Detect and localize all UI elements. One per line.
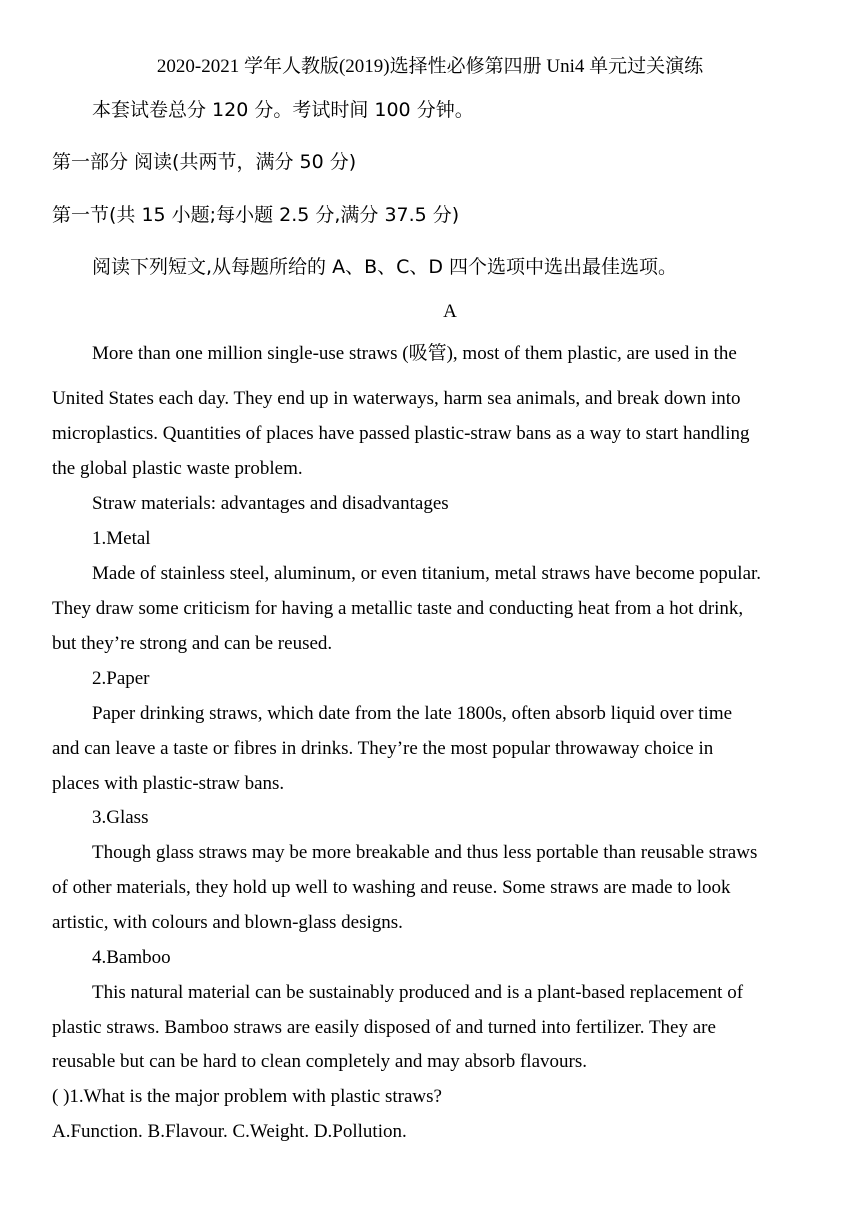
reading-instruction: 阅读下列短文,从每题所给的 A、B、C、D 四个选项中选出最佳选项。	[92, 256, 678, 278]
part-heading: 第一部分 阅读(共两节，满分 50 分)	[52, 151, 357, 173]
item-glass-line-1: Though glass straws may be more breakable and thus less portable than reusable straws	[92, 842, 758, 863]
item-bamboo-label: 4.Bamboo	[92, 947, 171, 968]
item-paper-label: 2.Paper	[92, 668, 150, 689]
item-paper-line-2: and can leave a taste or fibres in drinks. They’re the most popular throwaway choice in	[52, 738, 714, 759]
item-bamboo-line-2: plastic straws. Bamboo straws are easily disposed of and turned into fertilizer. They are	[52, 1017, 716, 1038]
item-metal-line-3: but they’re strong and can be reused.	[52, 633, 333, 654]
passage-label: A	[443, 301, 457, 322]
item-bamboo-line-3: reusable but can be hard to clean completely and may absorb flavours.	[52, 1051, 587, 1072]
document-title: 2020-2021 学年人教版(2019)选择性必修第四册 Uni4 单元过关演练	[156, 56, 704, 77]
question-1: ( )1.What is the major problem with plastic straws?	[52, 1086, 442, 1107]
section-heading: 第一节(共 15 小题;每小题 2.5 分,满分 37.5 分)	[52, 204, 460, 226]
paragraph-1-line-3: microplastics. Quantities of places have passed plastic-straw bans as a way to start handling	[52, 423, 750, 444]
materials-subheading: Straw materials: advantages and disadvantages	[92, 493, 449, 514]
item-bamboo-line-1: This natural material can be sustainably produced and is a plant-based replacement of	[92, 982, 744, 1003]
item-metal-line-1: Made of stainless steel, aluminum, or even titanium, metal straws have become popular.	[92, 563, 762, 584]
exam-intro: 本套试卷总分 120 分。考试时间 100 分钟。	[92, 99, 474, 121]
item-metal-label: 1.Metal	[92, 528, 151, 549]
item-glass-label: 3.Glass	[92, 807, 149, 828]
item-paper-line-3: places with plastic-straw bans.	[52, 773, 285, 794]
item-glass-line-2: of other materials, they hold up well to washing and reuse. Some straws are made to look	[52, 877, 731, 898]
item-metal-line-2: They draw some criticism for having a metallic taste and conducting heat from a hot drink,	[52, 598, 744, 619]
paragraph-1-line-2: United States each day. They end up in waterways, harm sea animals, and break down into	[52, 388, 741, 409]
item-glass-line-3: artistic, with colours and blown-glass designs.	[52, 912, 403, 933]
item-paper-line-1: Paper drinking straws, which date from the late 1800s, often absorb liquid over time	[92, 703, 733, 724]
paragraph-1-line-1: More than one million single-use straws (吸管), most of them plastic, are used in the	[92, 343, 737, 364]
paragraph-1-line-4: the global plastic waste problem.	[52, 458, 303, 479]
question-1-options: A.Function. B.Flavour. C.Weight. D.Pollution.	[52, 1121, 407, 1142]
